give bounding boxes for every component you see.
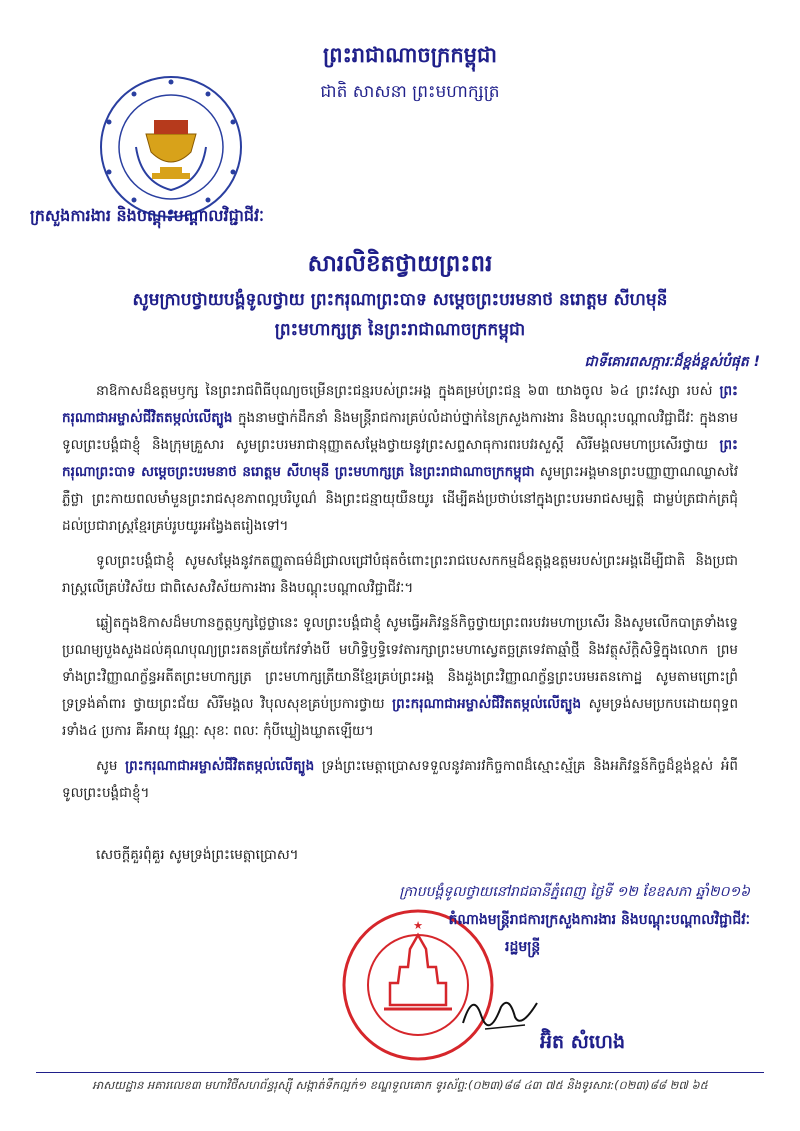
kingdom-header [270, 42, 550, 106]
p4-royal-title: ព្រះករុណាជាអម្ចាស់ជីវិតតម្កល់លើត្បូង [125, 758, 315, 774]
signatory-role: រដ្ឋមន្ត្រី [505, 939, 541, 955]
ministry-logo [96, 72, 246, 222]
paragraph-2: ទូលព្រះបង្គំជាខ្ញុំ សូមសម្តែងនូវកតញ្ញូតាធម៌ដ៏ជ្រាលជ្រៅបំផុតចំពោះព្រះរាជបេសកកម្មដ៏ឧត្តុង្គឧត្តមរបស់ព្រះអង្គដើម្បីជាតិ និងប្រជារាស្ត្រលើគ្រប់វិស័យ ជាពិសេសវិស័យការងារ និងបណ្តុះបណ្តាលវិជ្ជាជីវៈ។ [62, 553, 738, 596]
p4-text-c: ទ្រង់ព្រះមេត្តាប្រោសទទួលនូវគារវកិច្ចកាពដ៏ស្មោះស្ម័គ្រ និងអភិវន្ទន៍កិច្ចដ៏ខ្ពង់ខ្ពស់ អំពីទូលព្រះបង្គំជាខ្ញុំ។ [62, 758, 739, 801]
p3-text-a: ឆ្លៀតក្នុងឱកាសដ៏មហានក្ខត្តឫក្សថ្លៃថ្លានេះ ទូលព្រះបង្គំជាខ្ញុំ សូមធ្វើអភិវន្ទន៍កិច្ចថ្វាយព្រះពរបវរមហាប្រសើរ និងសូមលើកបាត្រទាំងទ្វេប្រណម្យបួងសួងដល់គុណបុណ្យព្រះរតនត្រ័យកែវទាំងបី មហិទ្ធិឫទ្ធិទេវតារក្សាព្រះមហាស្វេតច្ឆត្រទេវតាឆ្មាំថ្មី និងវត្ថុស័ក្តិសិទ្ធិក្នុងលោក ព្រមទាំងព្រះវិញ្ញាណក្ខ័ន្ធអតីតព្រះមហាក្សត្រ ព្រះមហាក្សត្រីយានីខ្មែរគ្រប់ព្រះអង្គ និងដួងព្រះវិញ្ញាណក្ខ័ន្ធព្រះបរមរតនកោដ្ឋ សូមតាមព្រោះព្រំ ទ្រទ្រង់គាំពារ ថ្វាយព្រះជ័យ សិរីមង្គល វិបុលសុខគ្រប់ប្រការថ្វាយ [62, 615, 738, 712]
footer-address: អាសយដ្ឋាន អគារលេខ៣ មហាវិថីសហព័ន្ធរុស្ស៊ី សង្កាត់ទឹកល្អក់១ ខណ្ឌទួលគោក ទូរស័ព្ទ:(០២៣)៨៨ ៤៣ ៧៥ និងទូរសារ:(០២៣)៨៨ ២៧ ៦៥ [92, 1078, 708, 1092]
paragraph-4 [62, 753, 738, 807]
p1-royal-title: ព្រះករុណាជាអម្ចាស់ជីវិតតម្កល់លើត្បូង [62, 383, 738, 426]
document-title: សារលិខិតថ្វាយព្រះពរ [307, 251, 493, 277]
p4-text-a: សូម [96, 758, 118, 774]
svg-text:★: ★ [413, 919, 423, 932]
closing-line: សេចក្តីគួរពុំគួរ សូមទ្រង់ព្រះមេត្តាប្រោស។ [96, 847, 299, 863]
subtitle-line-1: សូមក្រាបថ្វាយបង្គំទូលថ្វាយ ព្រះករុណាព្រះបាទ សម្តេចព្រះបរមនាថ នរោត្តម សីហមុនី [132, 290, 668, 310]
kingdom-name: ព្រះរាជាណាចក្រកម្ពុជា [322, 42, 497, 67]
footer-divider [36, 1072, 764, 1073]
p3-royal-title: ព្រះករុណាជាអម្ចាស់ជីវិតតម្កល់លើត្បូង [392, 696, 582, 712]
paragraph-3 [62, 610, 738, 745]
handwritten-signature [455, 985, 545, 1035]
signatory-name: អ៊ិត សំហេង [540, 1031, 626, 1053]
salutation: ជាទីគោរពសក្ការៈដ៏ខ្ពង់ខ្ពស់បំផុត ! [584, 354, 760, 370]
p3-text-c: សូមទ្រង់សមប្រកបដោយពុទ្ធពរទាំង៤ ប្រការ គឺអាយុ វណ្ណៈ សុខៈ ពលៈ កុំបីឃ្លៀងឃ្លាតឡើយ។ [62, 696, 739, 739]
p1-text-a: នាឱកាសដ៏ឧត្តមឫក្ស នៃព្រះរាជពិធីបុណ្យចម្រើនព្រះជន្មរបស់ព្រះអង្គ ក្នុងគម្រប់ព្រះជន្ម ៦៣ យាងចូល ៦៤ ព្រះវស្សា របស់ [96, 383, 713, 399]
document-subtitle [60, 285, 740, 345]
letter-body [62, 378, 738, 815]
ministry-name: ក្រសួងការងារ និងបណ្តុះបណ្តាលវិជ្ជាជីវៈ [30, 206, 264, 225]
paragraph-1 [62, 378, 738, 540]
signing-date: ក្រាបបង្គំទូលថ្វាយនៅរាជធានីភ្នំពេញ ថ្ងៃទី ១២ ខែឧសភា ឆ្នាំ២០១៦ [399, 884, 750, 900]
p1-text-c: ក្នុងនាមថ្នាក់ដឹកនាំ និងមន្ត្រីរាជការគ្រប់លំដាប់ថ្នាក់នៃក្រសួងការងារ និងបណ្តុះបណ្តាលវិជ្ជាជីវៈ ក្នុងនាមទូលព្រះបង្គំជាខ្ញុំ និងក្រុមគ្រួសារ សូមព្រះបរមរាជានុញ្ញាតសម្តែងថ្វាយនូវព្រះសព្ទសាធុការពរបវរសួស្តី សិរីមង្គលមហាប្រសើរថ្វាយ [62, 410, 738, 453]
p1-king-name: ព្រះករុណាព្រះបាទ សម្តេចព្រះបរមនាថ នរោត្តម សីហមុនី ព្រះមហាក្សត្រ នៃព្រះរាជាណាចក្រកម្ពុជា [62, 437, 738, 480]
subtitle-line-2: ព្រះមហាក្សត្រ នៃព្រះរាជាណាចក្រកម្ពុជា [274, 320, 526, 340]
signatory-organization: តំណាងមន្ត្រីរាជការក្រសួងការងារ និងបណ្តុះបណ្តាលវិជ្ជាជីវៈ [448, 912, 750, 928]
p1-text-e: សូមព្រះអង្គមានព្រះបញ្ញាញាណឈ្លាសវៃ ភ្លឺថ្លា ព្រះកាយពលមាំមួនព្រះរាជសុខភាពល្អបរិបូណ៌ និងព្រះជន្មាយុយឺនយូរ ដើម្បីគង់ប្រថាប់នៅក្នុងព្រះបរមរាជសម្បត្តិ ជាម្លប់ត្រជាក់ត្រជុំដល់ប្រជារាស្ត្រខ្មែរគ្រប់រូបយូរអង្វែងតរៀងទៅ។ [62, 464, 738, 534]
national-motto: ជាតិ សាសនា ព្រះមហាក្សត្រ [320, 82, 500, 102]
